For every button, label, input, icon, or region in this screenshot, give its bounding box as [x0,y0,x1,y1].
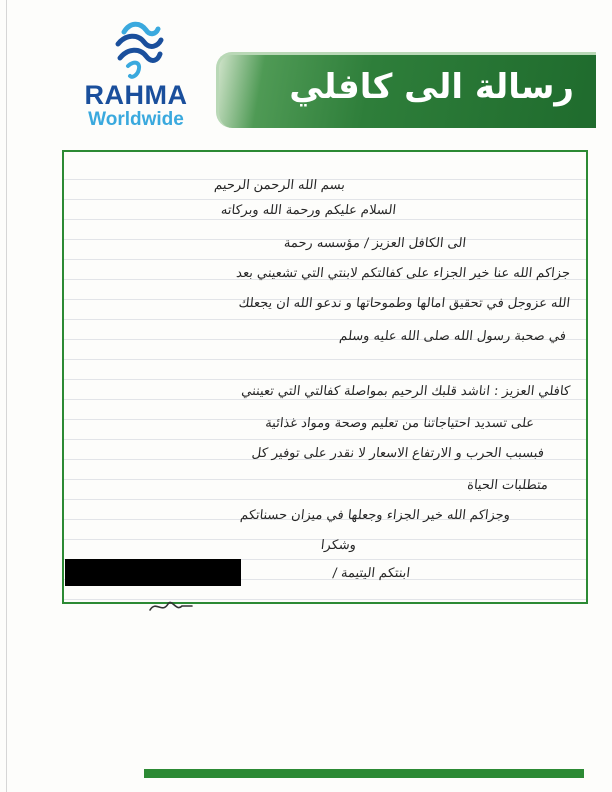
letter-line: في صحبة رسول الله صلى الله عليه وسلم [338,329,567,344]
rahma-wave-icon [106,20,166,80]
letter-line: وشكرا [320,538,357,553]
logo-subtitle: Worldwide [88,109,184,130]
logo-name: RAHMA [84,80,188,110]
letter-line: وجزاكم الله خير الجزاء وجعلها في ميزان حسناتكم [239,508,511,523]
letter-frame [62,150,588,604]
letter-line: على تسديد احتياجاتنا من تعليم وصحة ومواد غذائية [264,416,535,431]
signature-scribble [148,596,194,616]
letter-line: كافلي العزيز : اناشد قلبك الرحيم بمواصلة كفالتي التي تعينني [240,384,571,399]
redacted-name-block [65,559,241,586]
letter-line: جزاكم الله عنا خير الجزاء على كفالتكم لابنتي التي تشعيني بعد [235,266,571,281]
banner-title: رسالة الى كافلي [289,67,574,107]
bottom-green-bar [144,769,584,778]
letter-line: ابنتكم اليتيمة / [331,566,411,581]
letter-line: متطلبات الحياة [466,478,549,493]
letter-line: الله عزوجل في تحقيق امالها وطموحاتها و ندعو الله ان يجعلك [237,296,571,311]
rahma-logo [66,20,206,132]
letter-line: بسم الله الرحمن الرحيم [213,178,346,193]
letter-line: فبسبب الحرب و الارتفاع الاسعار لا نقدر على توفير كل [251,446,545,461]
title-banner [216,52,596,128]
letter-line: السلام عليكم ورحمة الله وبركاته [220,203,397,218]
letter-line: الى الكافل العزيز / مؤسسه رحمة [283,236,467,251]
page-edge [6,0,7,792]
